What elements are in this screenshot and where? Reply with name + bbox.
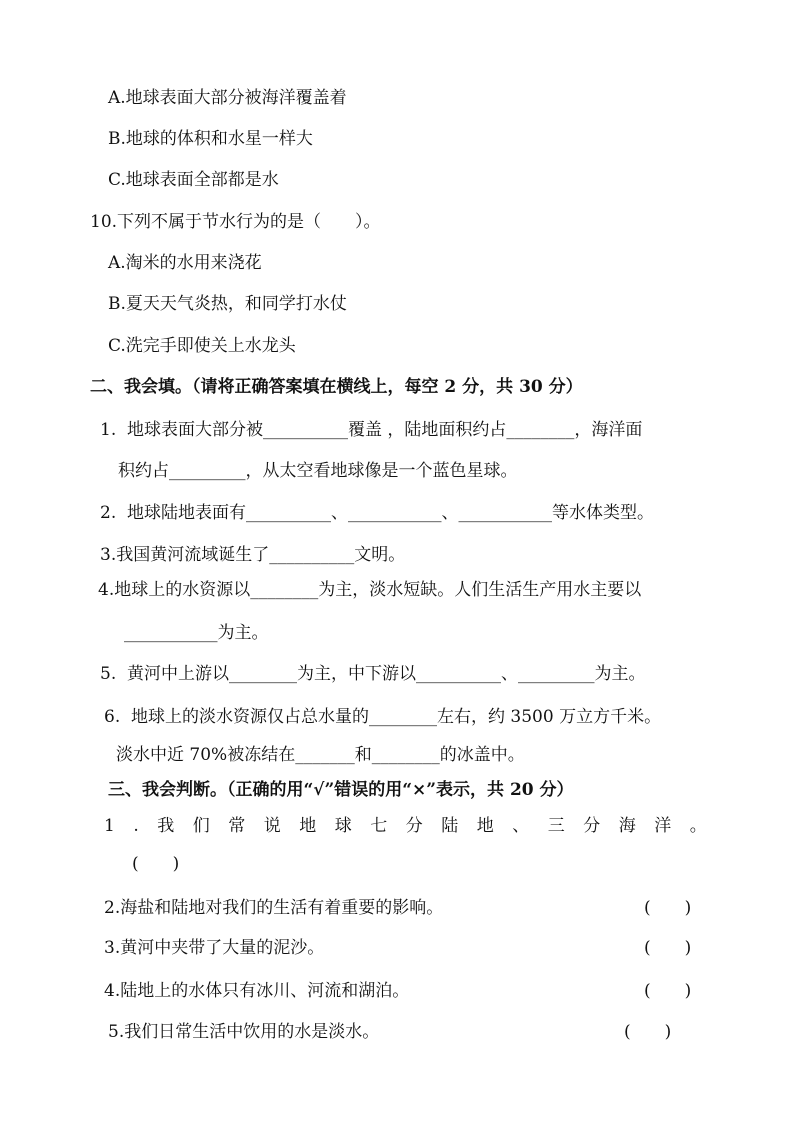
judge-question-1: 1.我们常说地球七分陆地、三分海洋。	[104, 816, 726, 836]
question-10-option-a: A.淘米的水用来浇花	[108, 253, 262, 273]
fill-question-4-line-1: 4.地球上的水资源以________为主，淡水短缺。人们生活生产用水主要以	[98, 580, 642, 600]
fill-question-4-line-2: ___________为主。	[124, 623, 269, 643]
judge-question-4-parentheses: ( )	[644, 981, 692, 1001]
judge-question-1-parentheses: ( )	[132, 854, 180, 874]
judge-question-3-parentheses: ( )	[644, 938, 692, 958]
judge-question-5-parentheses: ( )	[624, 1022, 672, 1042]
fill-question-6-line-1: 6. 地球上的淡水资源仅占总水量的________左右，约 3500 万立方千米。	[104, 707, 662, 727]
question-10-stem: 10.下列不属于节水行为的是（ ）。	[90, 212, 381, 232]
judge-question-5: 5.我们日常生活中饮用的水是淡水。	[108, 1022, 380, 1042]
section-2-heading: 二、我会填。（请将正确答案填在横线上，每空 2 分，共 30 分）	[90, 377, 583, 397]
fill-question-3: 3.我国黄河流域诞生了__________文明。	[100, 545, 406, 565]
fill-question-1-line-2: 积约占_________，从太空看地球像是一个蓝色星球。	[118, 461, 518, 481]
fill-question-2: 2. 地球陆地表面有__________、___________、___________等水体类型。	[100, 503, 655, 523]
question-9-option-a: A.地球表面大部分被海洋覆盖着	[108, 88, 347, 108]
question-10-option-b: B.夏天天气炎热，和同学打水仗	[108, 294, 347, 314]
question-9-option-c: C.地球表面全部都是水	[108, 170, 279, 190]
question-10-option-c: C.洗完手即使关上水龙头	[108, 336, 296, 356]
judge-question-2: 2.海盐和陆地对我们的生活有着重要的影响。	[104, 898, 444, 918]
fill-question-5: 5. 黄河中上游以________为主，中下游以__________、_________为主。	[100, 664, 646, 684]
fill-question-1-line-1: 1. 地球表面大部分被__________覆盖 ，陆地面积约占________，海洋面	[100, 420, 643, 440]
judge-question-2-parentheses: ( )	[644, 898, 692, 918]
fill-question-6-line-2: 淡水中近 70%被冻结在_______和________的冰盖中。	[116, 745, 525, 765]
section-3-heading: 三、我会判断。（正确的用“√”错误的用“×”表示，共 20 分）	[108, 780, 574, 800]
judge-question-4: 4.陆地上的水体只有冰川、河流和湖泊。	[104, 981, 410, 1001]
question-9-option-b: B.地球的体积和水星一样大	[108, 129, 313, 149]
judge-question-3: 3.黄河中夹带了大量的泥沙。	[104, 938, 325, 958]
